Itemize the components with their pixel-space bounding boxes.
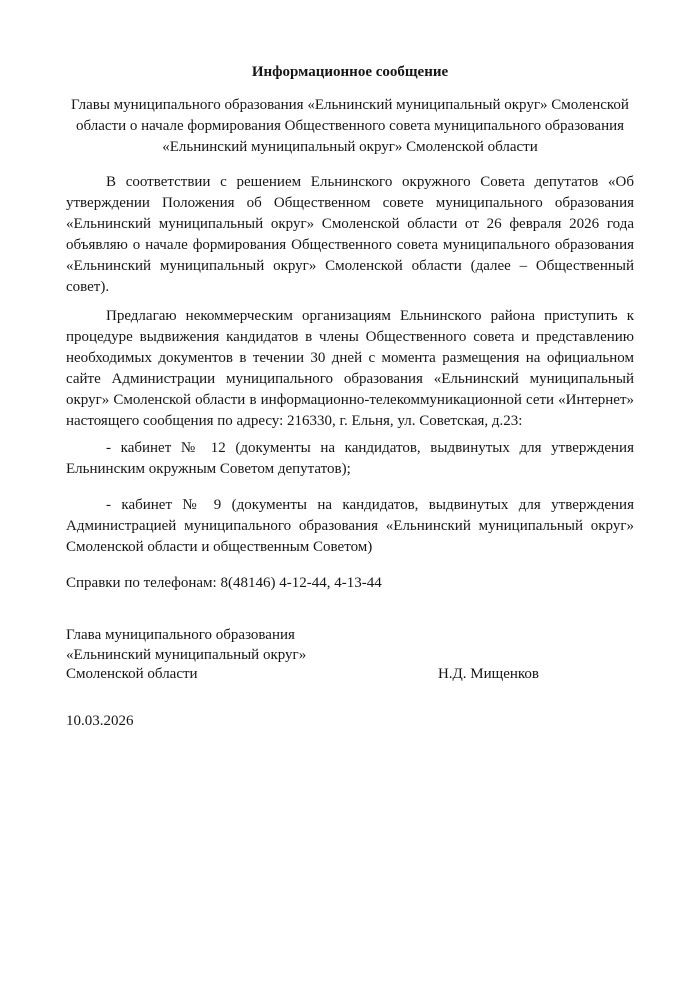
signature-line-3-row — [66, 665, 634, 685]
paragraph-intro: В соответствии с решением Ельнинского окружного Совета депутатов «Об утверждении Положения об Общественном совете муниципального образования «Ельнинский муниципальный округ» Смоленской области от 26 февраля 2026 года объявляю о начале формирования Общественного совета муниципального образования «Ельнинский муниципальный округ» Смоленской области (далее – Общественный совет). — [66, 174, 634, 295]
list-item-cabinet-12: - кабинет № 12 (документы на кандидатов, выдвинутых для утверждения Ельнинским окружным Советом депутатов); — [66, 440, 634, 477]
document-date: 10.03.2026 — [66, 712, 134, 729]
signature-line-1: Глава муниципального образования — [66, 627, 295, 643]
document-title: Информационное сообщение — [251, 64, 449, 80]
document-subtitle: Главы муниципального образования «Ельнинский муниципальный округ» Смоленской области о начале формирования Общественного совета муниципального образования «Ельнинский муниципальный округ» Смоленской области — [71, 97, 629, 155]
signature-line-3: Смоленской области — [66, 666, 198, 682]
phone-contact-line: Справки по телефонам: 8(48146) 4-12-44, 4-13-44 — [66, 575, 382, 591]
signature-block — [66, 626, 634, 685]
paragraph-proposal: Предлагаю некоммерческим организациям Ельнинского района приступить к процедуре выдвижения кандидатов в члены Общественного совета и представлению необходимых документов в течении 30 дней с момента размещения на официальном сайте Администрации муниципального образования «Ельнинский муниципальный округ» Смоленской области в информационно-телекоммуникационной сети «Интернет» настоящего сообщения по адресу: 216330, г. Ельня, ул. Советская, д.23: — [66, 308, 634, 429]
list-item-cabinet-9: - кабинет № 9 (документы на кандидатов, выдвинутых для утверждения Администрацией муниципального образования «Ельнинский муниципальный округ» Смоленской области и общественным Советом) — [66, 497, 634, 555]
signature-line-2: «Ельнинский муниципальный округ» — [66, 646, 307, 663]
signature-name: Н.Д. Мищенков — [437, 666, 539, 682]
